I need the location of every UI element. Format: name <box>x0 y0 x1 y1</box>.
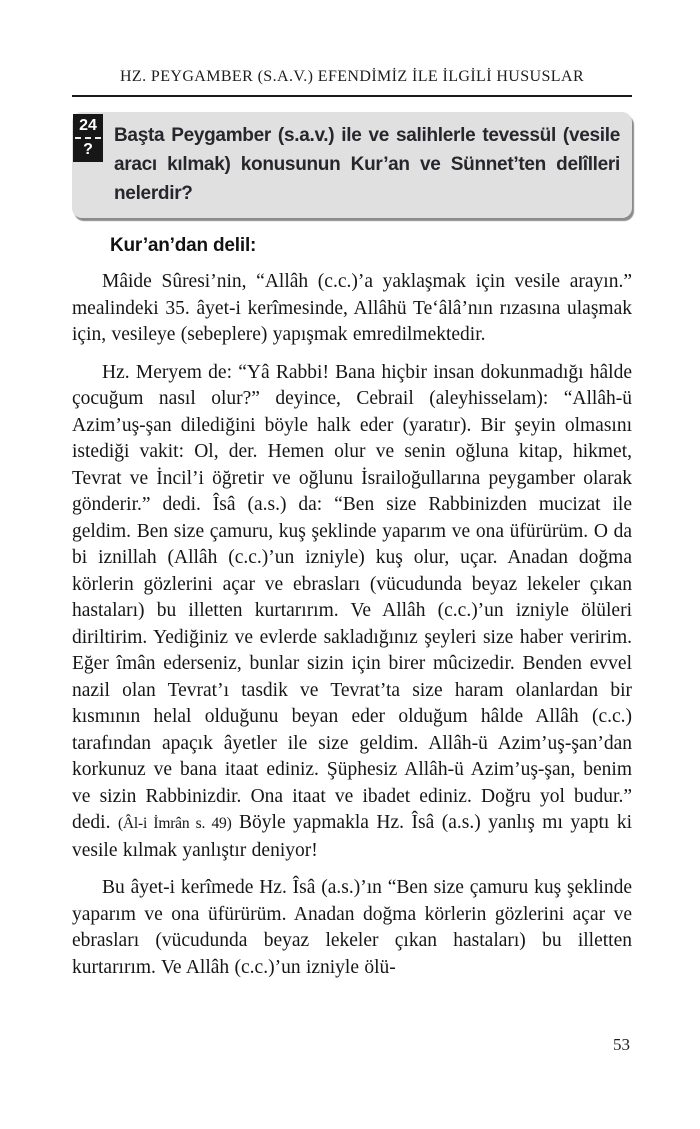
scripture-citation: (Âl-i İmrân s. 49) <box>117 815 232 832</box>
question-number-badge <box>73 114 103 162</box>
running-header: HZ. PEYGAMBER (S.A.V.) EFENDİMİZ İLE İLGİLİ HUSUSLAR <box>119 68 585 85</box>
question-mark-icon: ? <box>83 141 93 158</box>
question-text: Başta Peygamber (s.a.v.) ile ve salihlerle tevessül (vesile aracı kılmak) konusunun Kur’an ve Sünnet’ten delîlleri nelerdir? <box>114 125 620 204</box>
question-box <box>72 112 632 218</box>
body-paragraph <box>72 360 632 865</box>
body-paragraph: Bu âyet-i kerîmede Hz. Îsâ (a.s.)’ın “Ben size çamuru kuş şeklinde yaparım ve ona üfürürüm. Anadan doğma körlerin gözlerini açar ve ebrasları (vücudunda beyaz lekeler çıkan hastaları) bu illetten kurtarırım. Ve Allâh (c.c.)’un izniyle ölü- <box>72 877 632 978</box>
question-number: 24 <box>79 117 97 134</box>
paragraph-text: Böyle yapmakla Hz. Îsâ (a.s.) yanlış mı yaptı ki vesile kılmak yanlıştır deniyor! <box>72 812 633 861</box>
page-number: 53 <box>613 1035 630 1054</box>
paragraph-text: Hz. Meryem de: “Yâ Rabbi! Bana hiçbir insan dokunmadığı hâlde çocuğum nasıl olur?” deyince, Cebrail (aleyhisselam): “Allâh-ü Azim’uş-şan dilediğini böyle halk eder (yaratır). Bir şeyin olmasını istediği vakit: Ol, der. Hemen olur ve senin oğluna kitap, hikmet, Tevrat ve İncil’i öğretir ve oğlunu İsrailoğullarına peygamber olarak gönderir.” dedi. Îsâ (a.s.) da: “Ben size Rabbinizden mucizat ile geldim. Ben size çamuru, kuş şeklinde yaparım ve ona üfürürüm. O da bi iznillah (Allâh (c.c.)’un izniyle) kuş olur, uçar. Anadan doğma körlerin gözlerini açar ve ebrasları (vücudunda beyaz lekeler çıkan hastaları) bu illetten kurtarırım. Ve Allâh (c.c.)’un izniyle ölüleri diriltirim. Yediğiniz ve evlerde sakladığınız şeyleri size haber veririm. Eğer îmân ederseniz, bunlar sizin için birer mûcizedir. Benden evvel nazil olan Tevrat’ı tasdik ve Tevrat’ta size haram olanlardan bir kısmının helal olduğunu beyan eder olduğum hâlde Allâh (c.c.) tarafından apaçık âyetler ile size geldim. Allâh-ü Azim’uş-şan’dan korkunuz ve bana itaat ediniz. Şüphesiz Allâh-ü Azim’uş-şan, benim ve sizin Rabbinizdir. Ona itaat ve ibadet ediniz. Doğru yol budur.” dedi. <box>72 361 632 833</box>
header-rule <box>72 95 632 97</box>
section-heading: Kur’an’dan delil: <box>110 235 257 256</box>
body-paragraph: Mâide Sûresi’nin, “Allâh (c.c.)’a yaklaşmak için vesile arayın.” mealindeki 35. âyet-i kerîmesinde, Allâhü Te‘âlâ’nın rızasına ulaşmak için, vesileye (sebeplere) yapışmak emredilmektedir. <box>72 271 632 345</box>
